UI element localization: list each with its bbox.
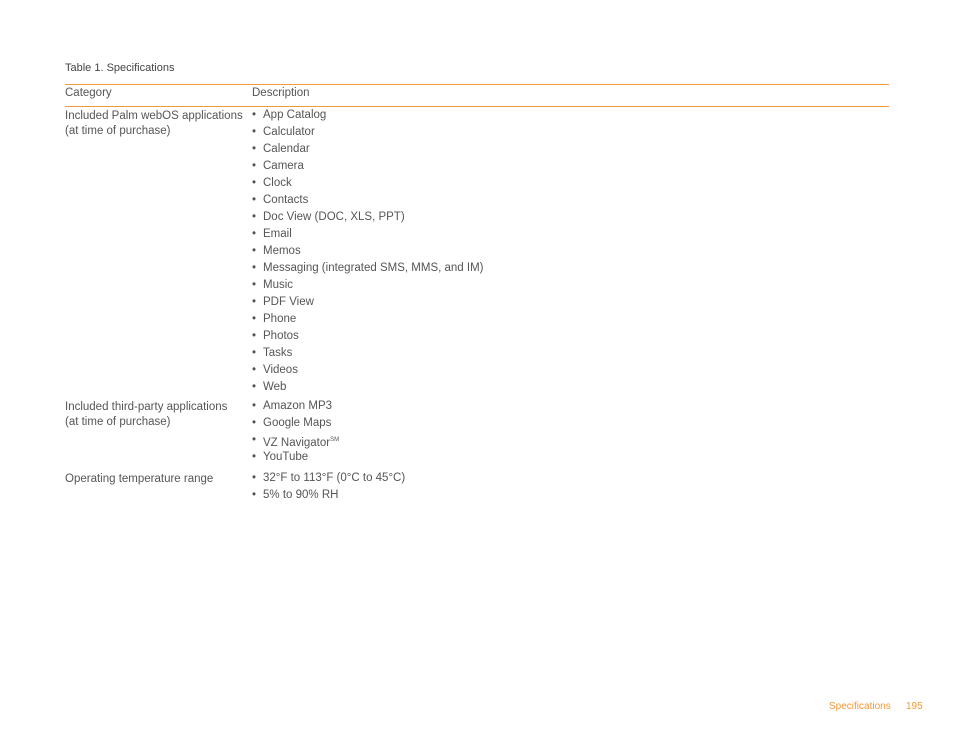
list-item: • Tasks (252, 345, 484, 362)
list-item: • Contacts (252, 192, 484, 209)
row-2-description-list (252, 398, 339, 466)
table-caption: Table 1. Specifications (65, 62, 175, 74)
row-1-category-line-1: Included Palm webOS applications (65, 110, 243, 122)
list-item: • Amazon MP3 (252, 398, 339, 415)
list-item: • Phone (252, 311, 484, 328)
list-item: • App Catalog (252, 107, 484, 124)
list-item: • Camera (252, 158, 484, 175)
list-item: • Videos (252, 362, 484, 379)
list-item: • 32°F to 113°F (0°C to 45°C) (252, 470, 405, 487)
row-3-description-list (252, 470, 405, 504)
table-top-rule (65, 84, 889, 85)
list-item (252, 432, 339, 449)
list-item: • Web (252, 379, 484, 396)
vz-navigator-text: VZ Navigator (263, 437, 331, 449)
footer-page-number: 195 (906, 701, 923, 712)
list-item: • Calculator (252, 124, 484, 141)
list-item: • Photos (252, 328, 484, 345)
list-item: • Messaging (integrated SMS, MMS, and IM) (252, 260, 484, 277)
row-2-category (65, 400, 250, 429)
list-item: • YouTube (252, 449, 339, 466)
row-1-category-line-2: (at time of purchase) (65, 124, 171, 137)
row-2-category-line-2: (at time of purchase) (65, 415, 171, 428)
service-mark: SM (330, 437, 340, 443)
footer-section-title: Specifications (829, 701, 891, 712)
list-item: • Doc View (DOC, XLS, PPT) (252, 209, 484, 226)
header-category: Category (65, 87, 112, 99)
header-description: Description (252, 87, 310, 99)
row-3-category (65, 472, 250, 487)
list-item: • 5% to 90% RH (252, 487, 405, 504)
list-item: • Clock (252, 175, 484, 192)
row-2-category-line-1: Included third-party applications (65, 401, 228, 413)
list-item: • PDF View (252, 294, 484, 311)
list-item: • Music (252, 277, 484, 294)
row-1-category (65, 109, 250, 138)
row-1-description-list (252, 107, 484, 396)
list-item: • Memos (252, 243, 484, 260)
row-3-category-line-1: Operating temperature range (65, 473, 214, 485)
list-item: • Google Maps (252, 415, 339, 432)
list-item: • Email (252, 226, 484, 243)
list-item: • Calendar (252, 141, 484, 158)
